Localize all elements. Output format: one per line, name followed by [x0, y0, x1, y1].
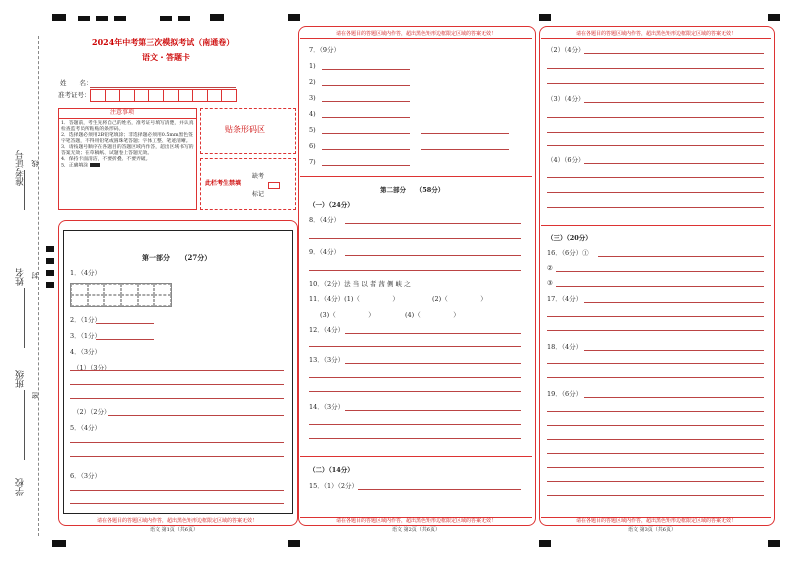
answer-line[interactable]	[547, 68, 764, 69]
page-footer: 语文 第1页（共6页）	[150, 527, 198, 533]
section-title: （三）（20分）	[547, 234, 592, 242]
timing-mark	[114, 16, 126, 21]
answer-line[interactable]	[547, 467, 764, 468]
question-label: 7．（9分）	[309, 46, 341, 54]
timing-mark	[96, 16, 108, 21]
answer-line[interactable]	[345, 333, 521, 334]
answer-line[interactable]	[322, 69, 410, 70]
timing-mark	[210, 14, 224, 21]
answer-line[interactable]	[309, 346, 521, 347]
answer-line[interactable]	[70, 456, 284, 457]
warning-text: 请在各题目的答题区域内作答，超出黑色矩形边框限定区域的答案无效！	[335, 31, 496, 37]
answer-line[interactable]	[309, 424, 521, 425]
question-label: 5．（4分）	[70, 424, 102, 432]
answer-line[interactable]	[547, 83, 764, 84]
warning-text: 请在各题目的答题区域内作答，超出黑色矩形边框限定区域的答案无效！	[575, 31, 736, 37]
question-label: （2）（2分）	[73, 408, 111, 416]
timing-mark	[46, 282, 54, 288]
section-divider	[300, 456, 532, 457]
answer-line[interactable]	[547, 117, 764, 118]
side-label-line: 线	[31, 160, 39, 167]
side-line	[24, 390, 25, 460]
answer-line[interactable]	[309, 377, 521, 378]
note-item: 1．答题前，考生先将自己的姓名，准考证号填写清楚，并认真检查监考员所粘贴的条形码。	[61, 121, 194, 132]
note-item: 2．选择题必须用2B铅笔填涂；非选择题必须用0.5mm黑色签字笔答题，不得用铅笔或圆珠笔答题；字体工整、笔迹清晰。	[61, 132, 193, 144]
answer-line[interactable]	[345, 223, 521, 224]
question-label: 13．（3分）	[309, 356, 345, 364]
timing-mark	[288, 540, 300, 547]
answer-line[interactable]	[556, 271, 764, 272]
question-label: 8．（4分）	[309, 216, 341, 224]
answer-line[interactable]	[322, 117, 410, 118]
answer-line[interactable]	[598, 256, 764, 257]
name-label: 姓 名：	[60, 79, 93, 87]
answer-line[interactable]	[547, 207, 764, 208]
note-item: 4．保持卡面清洁，不要折叠、不要弄破。	[61, 156, 151, 162]
barcode-label: 贴条形码区	[225, 125, 265, 134]
question-label: 10．（2分）法 当 以 者 茜 侧 峡 之	[309, 280, 411, 288]
section-title: （二）（14分）	[309, 466, 354, 474]
page-footer: 语文 第3页（共6页）	[628, 527, 676, 533]
sub-item: 2)	[309, 78, 316, 86]
answer-line[interactable]	[547, 495, 764, 496]
sub-item: 7)	[309, 158, 316, 166]
side-label-name: 姓名	[16, 268, 26, 286]
char-grid[interactable]	[70, 283, 172, 307]
question-label: 15．（1）（2分）	[309, 482, 359, 490]
question-label: 12．（4分）	[309, 326, 345, 334]
question-label: (4)（ ）	[405, 311, 460, 319]
absent-mark-label: 标记	[252, 191, 265, 198]
timing-mark	[52, 540, 66, 547]
answer-line[interactable]	[547, 453, 764, 454]
section-divider	[300, 176, 532, 177]
ticket-number-boxes[interactable]	[90, 89, 237, 102]
answer-line[interactable]	[70, 503, 284, 504]
timing-mark	[768, 540, 780, 547]
question-label: （3）（4分）	[547, 95, 585, 103]
timing-mark	[539, 540, 551, 547]
question-label: 2．（1分）	[70, 316, 102, 324]
ticket-label: 准考证号：	[58, 91, 91, 99]
question-label: (3)（ ）	[320, 311, 375, 319]
warning-text: 请在各题目的答题区域内作答，超出黑色矩形边框限定区域的答案无效！	[575, 518, 736, 524]
answer-line[interactable]	[345, 363, 521, 364]
answer-line[interactable]	[70, 490, 284, 491]
note-item: 3．请按题号顺序在各题目的答题区域内作答，超出区域书写的答案无效；在草稿纸、试题卷上答题无效。	[61, 144, 194, 156]
answer-line[interactable]	[584, 350, 764, 351]
answer-line[interactable]	[584, 302, 764, 303]
sub-item: 5)	[309, 126, 316, 134]
answer-line[interactable]	[556, 286, 764, 287]
answer-line[interactable]	[309, 391, 521, 392]
answer-line[interactable]	[547, 330, 764, 331]
question-label: 4．（3分）	[70, 348, 102, 356]
answer-line[interactable]	[547, 439, 764, 440]
page2-inner-box	[300, 38, 532, 518]
answer-line[interactable]	[322, 85, 410, 86]
notes-title-divider	[58, 118, 196, 119]
question-label: （1）（3分）	[73, 364, 111, 372]
sub-item: 4)	[309, 110, 316, 118]
warning-text: 请在各题目的答题区域内作答，超出黑色矩形边框限定区域的答案无效！	[96, 518, 257, 524]
sub-item: 3)	[309, 94, 316, 102]
page-footer: 语文 第2页（共6页）	[392, 527, 440, 533]
answer-line[interactable]	[96, 339, 154, 340]
filled-bubble-example	[90, 163, 100, 167]
side-label-secret: 密	[31, 392, 39, 399]
answer-line[interactable]	[584, 163, 764, 164]
answer-line[interactable]	[547, 377, 764, 378]
answer-line[interactable]	[547, 132, 764, 133]
side-label-class: 班级	[16, 370, 26, 388]
timing-mark	[768, 14, 780, 21]
timing-mark	[288, 14, 300, 21]
answer-line[interactable]	[70, 370, 284, 371]
timing-mark	[160, 16, 172, 21]
answer-line[interactable]	[584, 102, 764, 103]
answer-line[interactable]	[309, 438, 521, 439]
answer-line[interactable]	[322, 101, 410, 102]
answer-line[interactable]	[309, 238, 521, 239]
question-label: 17．（4分）	[547, 295, 583, 303]
question-label: 3．（1分）	[70, 332, 102, 340]
sub-item: 6)	[309, 142, 316, 150]
answer-line[interactable]	[322, 149, 410, 150]
answer-line[interactable]	[70, 398, 284, 399]
answer-line[interactable]	[345, 410, 521, 411]
absent-checkbox[interactable]	[268, 182, 280, 189]
answer-line[interactable]	[547, 192, 764, 193]
side-label-ticket: 准考证号	[16, 150, 26, 186]
page3-inner-box	[541, 38, 771, 518]
question-label: （4）（6分）	[547, 156, 585, 164]
side-label-school: 学校	[16, 478, 26, 496]
timing-mark	[78, 16, 90, 21]
question-label: ③	[547, 279, 553, 287]
side-line	[24, 170, 25, 210]
answer-line[interactable]	[584, 53, 764, 54]
timing-mark	[539, 14, 551, 21]
answer-line[interactable]	[70, 384, 284, 385]
name-field[interactable]	[90, 87, 236, 88]
exam-subtitle: 语文・答题卡	[142, 52, 190, 62]
note-item: 5．正确填涂	[61, 163, 194, 169]
answer-line[interactable]	[309, 270, 521, 271]
answer-line[interactable]	[547, 363, 764, 364]
warning-text: 请在各题目的答题区域内作答，超出黑色矩形边框限定区域的答案无效！	[335, 518, 496, 524]
exam-title: 2024年中考第三次模拟考试（南通卷）	[92, 37, 235, 47]
answer-line[interactable]	[108, 415, 284, 416]
question-label: （2）（4分）	[547, 46, 585, 54]
question-label: 14．（3分）	[309, 403, 345, 411]
side-line	[24, 288, 25, 348]
part-title: 第二部分 （58分）	[380, 186, 445, 194]
answer-line[interactable]	[547, 425, 764, 426]
question-label: 11．（4分）(1)（ ）	[309, 295, 399, 303]
answer-line[interactable]	[584, 397, 764, 398]
answer-line[interactable]	[358, 489, 521, 490]
answer-line[interactable]	[421, 133, 509, 134]
section-divider	[541, 225, 771, 226]
answer-line[interactable]	[547, 316, 764, 317]
answer-line[interactable]	[547, 481, 764, 482]
question-label: ②	[547, 264, 553, 272]
question-label: (2)（ ）	[432, 295, 487, 303]
answer-line[interactable]	[322, 133, 410, 134]
answer-line[interactable]	[345, 255, 521, 256]
absent-label: 此栏考生禁填	[205, 180, 242, 187]
timing-mark	[46, 258, 54, 264]
question-label: 16．（6分）①	[547, 249, 589, 257]
timing-mark	[46, 246, 54, 252]
question-label: 19．（6分）	[547, 390, 583, 398]
timing-mark	[52, 14, 66, 21]
answer-line[interactable]	[547, 177, 764, 178]
notes-text	[61, 121, 194, 169]
timing-mark	[178, 16, 190, 21]
question-label: 6．（3分）	[70, 472, 102, 480]
section-title: （一）（24分）	[309, 201, 354, 209]
question-label: 1．（4分）	[70, 269, 102, 277]
timing-mark	[46, 270, 54, 276]
sub-item: 1)	[309, 62, 316, 70]
question-label: 18．（4分）	[547, 343, 583, 351]
answer-line[interactable]	[70, 442, 284, 443]
answer-line[interactable]	[547, 145, 764, 146]
answer-line[interactable]	[421, 149, 509, 150]
section-title: 第一部分 （27分）	[142, 253, 212, 262]
binding-line	[38, 36, 39, 536]
answer-line[interactable]	[322, 165, 410, 166]
notes-title: 注意事项	[110, 109, 135, 116]
absent-mark-label: 缺考	[252, 173, 265, 180]
question-label: 9．（4分）	[309, 248, 341, 256]
answer-line[interactable]	[96, 323, 154, 324]
answer-line[interactable]	[547, 411, 764, 412]
side-label-seal: 封	[31, 272, 39, 279]
